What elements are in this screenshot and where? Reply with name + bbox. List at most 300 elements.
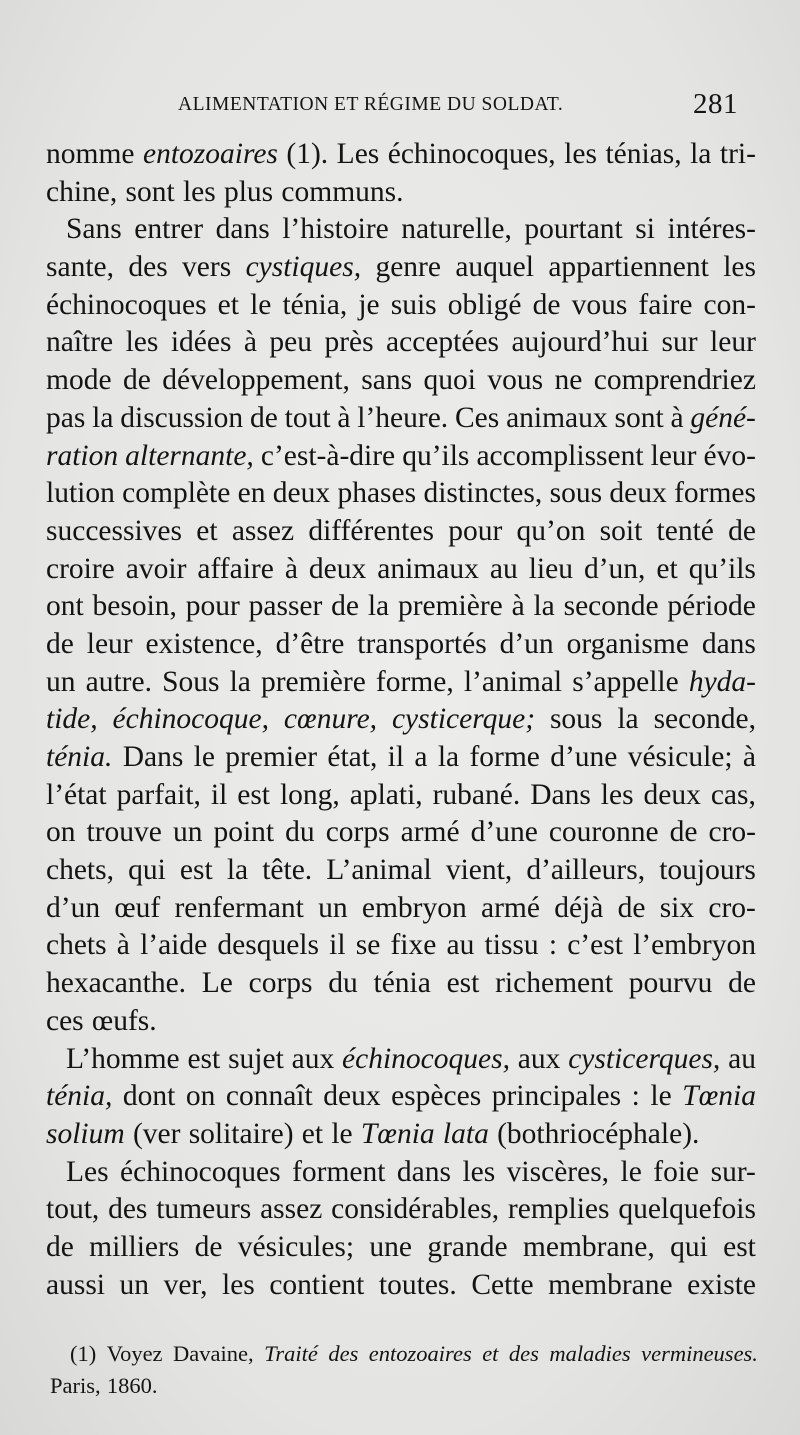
word: tissu <box>484 929 539 962</box>
word: cro- <box>708 891 756 924</box>
word: : <box>548 929 558 962</box>
word: deux <box>272 477 331 510</box>
word: les <box>182 175 216 208</box>
word: connaît <box>225 1080 313 1113</box>
footnote-line <box>50 1338 758 1370</box>
word: 1860. <box>106 1373 158 1398</box>
word: différentes <box>308 514 434 547</box>
word: est <box>723 1230 756 1263</box>
word: hexacanthe. <box>46 967 187 1000</box>
word: de <box>728 514 756 547</box>
word: Ces <box>455 401 500 434</box>
word: solium <box>46 1117 125 1150</box>
word: (bothriocéphale). <box>497 1117 700 1150</box>
word: et <box>196 514 218 547</box>
text-line <box>46 287 756 325</box>
word: des <box>328 1341 359 1366</box>
word: besoin, <box>92 590 177 623</box>
word: œufs. <box>91 1004 157 1037</box>
word: sous <box>549 477 603 510</box>
word: développement, <box>162 364 350 397</box>
word: vous <box>487 364 544 397</box>
word: les <box>723 251 756 284</box>
word: existence, <box>145 627 263 660</box>
word: chets <box>46 929 107 962</box>
word: cystiques, <box>245 251 362 284</box>
text-line <box>46 1003 756 1041</box>
word: d’une <box>470 816 538 849</box>
word: le <box>193 741 215 773</box>
word: cysticerques, <box>568 1042 721 1075</box>
word: qui <box>670 1230 708 1263</box>
word: Sous <box>162 665 220 698</box>
word: à <box>511 590 525 623</box>
word: un <box>119 1268 150 1301</box>
word: à <box>243 326 257 359</box>
word: vous <box>571 288 628 321</box>
word: contient <box>269 1268 365 1301</box>
text-line <box>46 1229 756 1267</box>
word: une <box>369 1230 413 1263</box>
word: deux <box>643 778 701 811</box>
word: animaux <box>506 401 608 434</box>
word: cas, <box>710 778 756 811</box>
text-line <box>46 1041 756 1079</box>
word: l’heure. <box>357 401 449 434</box>
word: pourtant <box>524 213 623 246</box>
word: dans <box>701 627 756 660</box>
word: leur <box>710 326 756 359</box>
word: L’homme <box>66 1042 180 1075</box>
word: Tœnia <box>360 1117 435 1150</box>
text-line <box>46 814 756 852</box>
word: entozoaires <box>368 1341 472 1366</box>
word: Davaine, <box>173 1341 254 1366</box>
word: membrane, <box>522 1230 655 1263</box>
word: animaux <box>377 552 479 585</box>
word: naturelle, <box>401 213 512 246</box>
word: et <box>217 288 239 321</box>
word: passer <box>248 590 323 623</box>
word: aussi <box>46 1268 105 1301</box>
text-line <box>46 136 756 174</box>
word: vésicules; <box>237 1230 355 1263</box>
word: aux <box>517 1042 561 1075</box>
word: formes <box>674 477 756 510</box>
word: les <box>564 138 597 170</box>
word: espèces <box>391 1080 482 1113</box>
word: renfermant <box>174 891 304 924</box>
word: la <box>437 741 460 773</box>
word: est <box>446 967 480 1000</box>
word: sont <box>125 175 175 208</box>
word: de <box>532 288 561 321</box>
word: et <box>656 552 678 585</box>
text-line <box>46 664 756 702</box>
word: Paris, <box>50 1373 101 1398</box>
word: de <box>194 1230 223 1263</box>
word: un <box>318 891 348 924</box>
word: faire <box>638 288 693 321</box>
word: à <box>337 401 351 434</box>
word: le <box>331 1117 353 1150</box>
word: des <box>108 1193 148 1226</box>
word: d’une <box>550 741 618 773</box>
word: complète <box>122 477 231 510</box>
word: les <box>600 778 634 811</box>
word: parfait, <box>116 778 201 811</box>
word: rubané. <box>432 778 521 811</box>
word: Le <box>201 967 233 1000</box>
text-line <box>46 1267 756 1305</box>
text-line <box>46 777 756 815</box>
word: genre <box>375 251 441 284</box>
word: aux <box>291 1042 335 1075</box>
word: lata <box>442 1117 489 1150</box>
word: L’animal <box>326 854 432 887</box>
word: Traité <box>264 1341 318 1366</box>
word: alternante, <box>125 439 254 472</box>
text-line <box>46 551 756 589</box>
word: cysticerque; <box>391 703 536 736</box>
text-line <box>46 513 756 551</box>
word: comprendriez <box>593 364 756 397</box>
word: est <box>179 854 213 887</box>
word: l’embryon <box>633 929 756 962</box>
word: Voyez <box>106 1341 163 1366</box>
word: pour <box>185 590 240 623</box>
word: la <box>92 401 114 434</box>
word: ont <box>46 590 84 623</box>
word: ration <box>46 439 119 472</box>
word: Les <box>336 138 380 170</box>
word: échinocoques <box>46 288 207 321</box>
word: fixe <box>390 929 437 962</box>
word: phases <box>337 477 417 510</box>
word: couronne <box>548 816 659 849</box>
word: un <box>46 665 76 698</box>
word: l’animal <box>463 665 563 698</box>
word: il <box>329 929 346 962</box>
word: Dans <box>530 778 591 811</box>
word: la <box>617 703 639 736</box>
word: au <box>446 929 475 962</box>
word: suis <box>390 288 437 321</box>
word: on <box>185 1080 216 1113</box>
word: échinocoques <box>120 1155 281 1188</box>
word: d’un <box>46 891 101 924</box>
text-line <box>46 927 756 965</box>
word: qu’ils <box>688 552 756 585</box>
word: le <box>620 1155 642 1188</box>
word: forme, <box>375 665 454 698</box>
word: vésicule; <box>627 741 733 773</box>
text-line <box>46 1078 756 1116</box>
footnote-line <box>50 1370 758 1402</box>
word: l’aide <box>140 929 208 962</box>
text-line <box>46 1154 756 1192</box>
word: et <box>301 1117 324 1150</box>
word: d’être <box>275 627 345 660</box>
word: Les <box>66 1155 109 1188</box>
word: milliers <box>89 1230 180 1263</box>
word: peu <box>269 326 312 359</box>
word: du <box>285 816 315 849</box>
word: ténia, <box>282 288 348 321</box>
word: période <box>667 590 756 623</box>
word: acceptées <box>386 326 500 359</box>
word: qui <box>128 854 166 887</box>
word: dont <box>122 1080 176 1113</box>
word: leur <box>650 439 697 472</box>
word: corps <box>248 967 313 1000</box>
text-line <box>46 400 756 438</box>
word: tout, <box>46 1193 100 1226</box>
word: ténia. <box>46 741 113 773</box>
word: de <box>46 1230 74 1263</box>
word: cœnure, <box>283 703 378 736</box>
word: sante, <box>46 251 114 284</box>
word: vermineuses. <box>641 1341 758 1366</box>
word: sur- <box>710 1155 756 1188</box>
word: obligé <box>447 288 522 321</box>
word: Tœnia <box>682 1080 756 1113</box>
word: près <box>324 326 374 359</box>
word: con- <box>703 288 756 321</box>
word: il <box>387 741 405 773</box>
word: en <box>237 477 266 510</box>
body-text <box>46 136 756 1304</box>
word: de <box>122 364 151 397</box>
word: l’histoire <box>282 213 389 246</box>
word: vient, <box>445 854 513 887</box>
word: leur <box>86 627 133 660</box>
word: du <box>328 967 358 1000</box>
word: à <box>284 552 298 585</box>
word: pour <box>448 514 503 547</box>
word: six <box>659 891 695 924</box>
word: autre. <box>85 665 152 698</box>
word: transportés <box>357 627 487 660</box>
page-number: 281 <box>693 88 738 120</box>
word: ver, <box>163 1268 208 1301</box>
word: solitaire) <box>188 1117 294 1150</box>
word: déjà <box>554 891 604 924</box>
word: de <box>669 816 698 849</box>
text-line <box>46 852 756 890</box>
word: Sans <box>66 213 122 246</box>
text-line <box>46 249 756 287</box>
text-line <box>46 626 756 664</box>
word: seconde <box>563 590 659 623</box>
word: long, <box>279 778 340 811</box>
word: maladies <box>549 1341 631 1366</box>
word: toutes. <box>378 1268 457 1301</box>
word: quoi <box>423 364 476 397</box>
word: croire <box>46 552 115 585</box>
word: dans <box>396 1155 451 1188</box>
text-line <box>46 362 756 400</box>
word: un <box>172 816 203 849</box>
word: entozoaires <box>142 138 278 170</box>
word: état, <box>327 741 378 773</box>
word: je <box>358 288 380 321</box>
word: on <box>46 816 76 849</box>
word: forme <box>469 741 540 773</box>
word: qu’on <box>516 514 586 547</box>
word: premier <box>225 741 318 773</box>
word: le <box>250 288 272 321</box>
word: appartiennent <box>548 251 709 284</box>
word: desquels <box>217 929 319 962</box>
word: à <box>742 741 756 773</box>
word: remplies <box>507 1193 610 1226</box>
word: évo- <box>703 439 756 472</box>
word: tenté <box>656 514 714 547</box>
text-line <box>46 1116 756 1154</box>
word: il <box>210 778 228 811</box>
word: Cette <box>471 1268 534 1301</box>
word: des <box>128 251 168 284</box>
word: a <box>414 741 428 773</box>
text-line <box>46 965 756 1003</box>
word: l’état <box>46 778 107 811</box>
word: tri- <box>719 138 756 170</box>
word: affaire <box>197 552 274 585</box>
word: soit <box>599 514 643 547</box>
word: échinocoques, <box>342 1042 510 1075</box>
word: aujourd’hui <box>511 326 650 359</box>
word: naître <box>46 326 114 359</box>
text-line <box>46 890 756 928</box>
word: mode <box>46 364 112 397</box>
word: : <box>631 1080 640 1113</box>
word: les <box>125 326 159 359</box>
text-line <box>46 174 756 212</box>
word: est <box>187 1042 221 1075</box>
word: auquel <box>455 251 534 284</box>
word: la <box>226 854 249 887</box>
text-line <box>46 701 756 739</box>
word: sujet <box>228 1042 284 1075</box>
word: armé <box>481 891 540 924</box>
word: foie <box>653 1155 700 1188</box>
word: cro- <box>708 816 756 849</box>
word: c’est <box>567 929 623 962</box>
word: discussion <box>120 401 244 434</box>
word: communs. <box>281 175 404 208</box>
word: point <box>213 816 275 849</box>
word: plus <box>223 175 274 208</box>
word: s’appelle <box>572 665 679 698</box>
word: grande <box>427 1230 508 1263</box>
word: au <box>728 1042 756 1075</box>
text-line <box>46 588 756 626</box>
word: la <box>229 665 251 698</box>
word: qu’ils <box>402 439 470 472</box>
word: les <box>222 1268 255 1301</box>
text-line <box>46 1191 756 1229</box>
text-line <box>46 438 756 476</box>
word: se <box>355 929 381 962</box>
word: au <box>489 552 518 585</box>
word: avoir <box>125 552 187 585</box>
word: (ver <box>132 1117 181 1150</box>
word: corps <box>325 816 390 849</box>
word: lieu <box>528 552 573 585</box>
footnote <box>50 1338 758 1402</box>
word: membrane <box>548 1268 673 1301</box>
word: deux <box>609 477 667 510</box>
word: existe <box>687 1268 756 1301</box>
text-line <box>46 211 756 249</box>
word: sur <box>661 326 698 359</box>
word: pourvu <box>628 967 713 1000</box>
word: ténias, <box>605 138 682 170</box>
word: dans <box>215 213 270 246</box>
word: de <box>250 401 278 434</box>
word: considérables, <box>331 1193 500 1226</box>
word: distinctes, <box>423 477 543 510</box>
word: deux <box>308 552 367 585</box>
word: le <box>650 1080 672 1113</box>
word: à <box>116 929 130 962</box>
word: richement <box>495 967 614 1000</box>
word: assez <box>231 514 295 547</box>
word: géné- <box>690 401 756 434</box>
word: assez <box>260 1193 323 1226</box>
word: forment <box>292 1155 386 1188</box>
word: seconde, <box>653 703 756 736</box>
word: embryon <box>361 891 467 924</box>
word: toujours <box>659 854 756 887</box>
word: tête. <box>262 854 313 887</box>
word: entrer <box>134 213 204 246</box>
word: les <box>462 1155 496 1188</box>
word: accomplissent <box>476 439 644 472</box>
word: tide, <box>46 703 98 736</box>
word: échinocoque, <box>112 703 269 736</box>
word: d’un <box>499 627 554 660</box>
word: trouve <box>86 816 162 849</box>
word: vers <box>182 251 232 284</box>
word: ténia <box>373 967 431 1000</box>
word: ne <box>554 364 583 397</box>
word: organisme <box>566 627 689 660</box>
word: (1) <box>70 1341 97 1366</box>
word: tumeurs <box>156 1193 252 1226</box>
word: pas <box>46 401 86 434</box>
word: d’ailleurs, <box>526 854 646 887</box>
word: première <box>260 665 366 698</box>
running-title: ALIMENTATION ET RÉGIME DU SOLDAT. <box>178 94 564 115</box>
word: ces <box>46 1004 84 1037</box>
word: est <box>237 778 271 811</box>
word: armé <box>400 816 460 849</box>
text-line <box>46 324 756 362</box>
word: aplati, <box>349 778 423 811</box>
word: c’est-à-dire <box>260 439 396 472</box>
word: de <box>617 891 646 924</box>
word: la <box>367 590 390 623</box>
word: et <box>482 1341 499 1366</box>
word: quelquefois <box>618 1193 756 1226</box>
word: la <box>690 138 712 170</box>
word: lution <box>46 477 115 510</box>
word: deux <box>323 1080 381 1113</box>
word: si <box>635 213 655 246</box>
word: principales <box>491 1080 622 1113</box>
